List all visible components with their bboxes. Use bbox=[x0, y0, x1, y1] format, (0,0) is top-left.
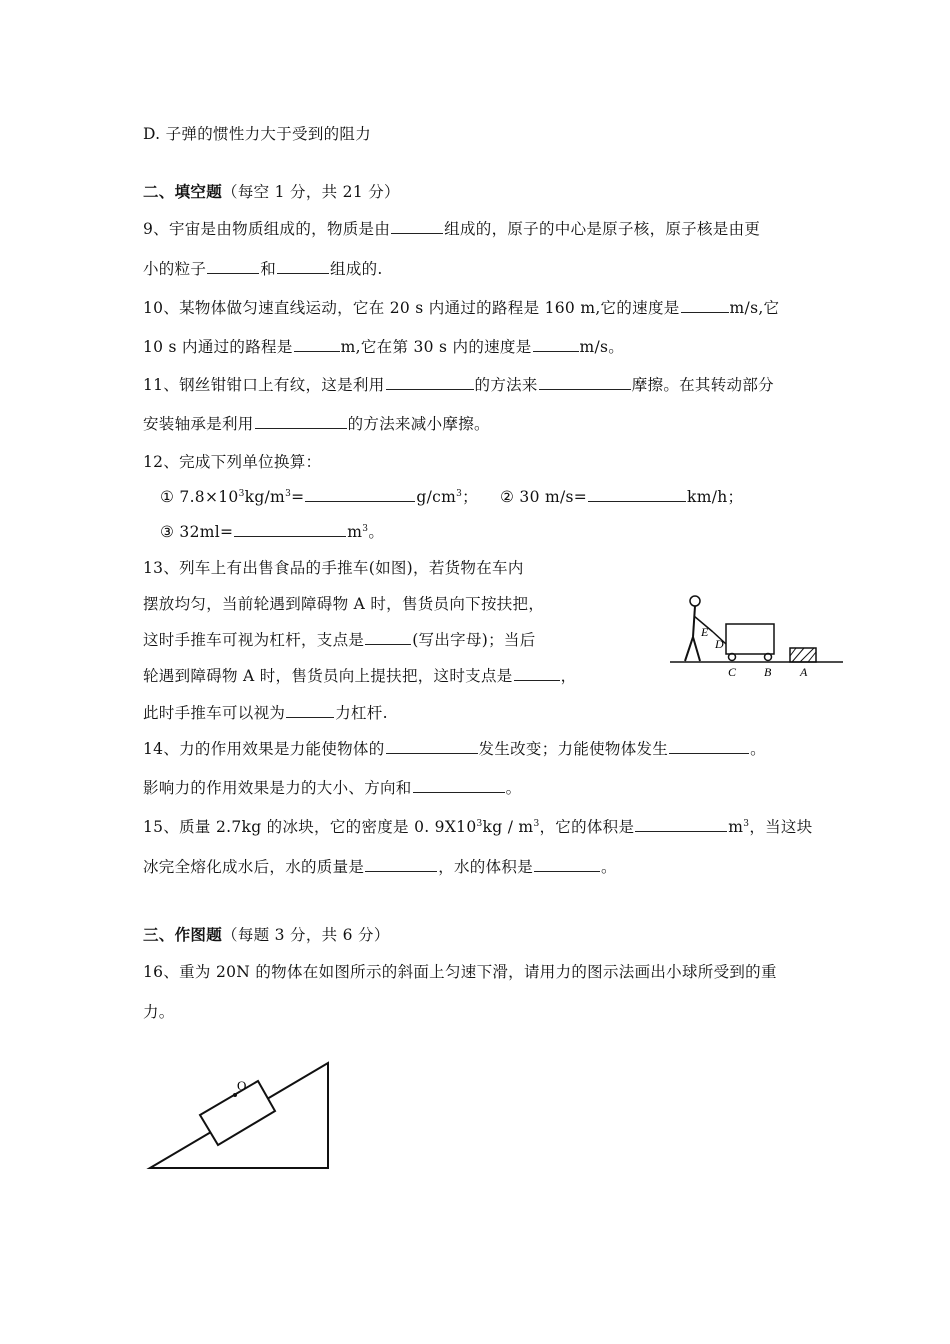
q12-item2 bbox=[500, 485, 743, 507]
q9-line2 bbox=[143, 257, 383, 279]
answer-blank[interactable] bbox=[391, 219, 443, 234]
q10-text: m/s。 bbox=[579, 338, 625, 356]
section2-note: （每空 1 分，共 21 分） bbox=[222, 183, 400, 201]
q13-line2: 摆放均匀，当前轮遇到障碍物 A 时，售货员向下按扶把， bbox=[143, 595, 545, 613]
q10-text: m/s,它 bbox=[729, 299, 780, 317]
label-d: D bbox=[715, 637, 724, 651]
answer-blank[interactable] bbox=[234, 522, 346, 537]
answer-blank[interactable] bbox=[514, 666, 560, 681]
answer-blank[interactable] bbox=[534, 857, 600, 872]
exponent: 3 bbox=[285, 488, 292, 499]
answer-blank[interactable] bbox=[539, 375, 631, 390]
section2-heading bbox=[143, 180, 400, 202]
q14-text: 。 bbox=[505, 779, 522, 797]
q10-text: 10 s 内通过的路程是 bbox=[143, 338, 293, 356]
q12-text: = bbox=[291, 488, 305, 506]
exponent: 3 bbox=[743, 818, 750, 829]
q12-text: km/h； bbox=[687, 488, 744, 506]
answer-blank[interactable] bbox=[681, 298, 729, 313]
q10-text: 10、某物体做匀速直线运动，它在 20 s 内通过的路程是 160 m,它的速度是 bbox=[143, 299, 680, 317]
person-head bbox=[690, 596, 700, 606]
q13-text: 这时手推车可视为杠杆，支点是 bbox=[143, 631, 365, 649]
q15-text: ，它的体积是 bbox=[539, 818, 635, 836]
q15-text: ，当这块 bbox=[749, 818, 813, 836]
q13-line5 bbox=[143, 701, 388, 723]
q13-text: 此时手推车可以视为 bbox=[143, 704, 286, 722]
label-o: O bbox=[237, 1078, 247, 1093]
q15-text: m bbox=[728, 818, 744, 836]
q9-line1 bbox=[143, 217, 760, 239]
q12-text: ② 30 m/s= bbox=[500, 488, 588, 506]
incline-figure bbox=[143, 1055, 373, 1195]
exponent: 3 bbox=[476, 818, 483, 829]
q11-text: 的方法来减小摩擦。 bbox=[347, 415, 490, 433]
q15-text: 冰完全熔化成水后，水的质量是 bbox=[143, 858, 365, 876]
q12-item1 bbox=[160, 485, 478, 507]
exponent: 3 bbox=[456, 488, 463, 499]
q14-text: 发生改变；力能使物体发生 bbox=[478, 740, 669, 758]
answer-blank[interactable] bbox=[386, 739, 478, 754]
q10-line2 bbox=[143, 335, 624, 357]
q12-text: 。 bbox=[368, 523, 385, 541]
answer-blank[interactable] bbox=[255, 414, 347, 429]
section2-title: 二、填空题 bbox=[143, 182, 223, 201]
q11-text: 安装轴承是利用 bbox=[143, 415, 254, 433]
q15-text: ，水的体积是 bbox=[438, 858, 534, 876]
answer-blank[interactable] bbox=[386, 375, 474, 390]
person-leg bbox=[685, 637, 693, 661]
q12-item3 bbox=[160, 520, 384, 542]
answer-blank[interactable] bbox=[365, 630, 411, 645]
section3-title: 三、作图题 bbox=[143, 925, 223, 944]
q9-text: 9、宇宙是由物质组成的，物质是由 bbox=[143, 220, 391, 238]
q12-text: kg/m bbox=[244, 488, 286, 506]
answer-blank[interactable] bbox=[286, 703, 334, 718]
answer-blank[interactable] bbox=[294, 337, 340, 352]
q15-text: 15、质量 2.7kg 的冰块，它的密度是 0. 9X10 bbox=[143, 818, 477, 836]
q14-line1 bbox=[143, 737, 766, 759]
section3-heading bbox=[143, 923, 390, 945]
q12-title: 12、完成下列单位换算： bbox=[143, 453, 322, 471]
exponent: 3 bbox=[533, 818, 540, 829]
label-b: B bbox=[764, 665, 772, 679]
label-e: E bbox=[701, 625, 709, 639]
q13-line3 bbox=[143, 628, 536, 650]
q12-text: ③ 32ml= bbox=[160, 523, 234, 541]
q11-text: 摩擦。在其转动部分 bbox=[631, 376, 774, 394]
cart-figure bbox=[668, 592, 848, 682]
q14-text: 14、力的作用效果是力能使物体的 bbox=[143, 740, 385, 758]
answer-blank[interactable] bbox=[207, 259, 259, 274]
q15-text: kg / m bbox=[482, 818, 534, 836]
person-body bbox=[693, 606, 695, 637]
q12-text: m bbox=[347, 523, 363, 541]
exponent: 3 bbox=[238, 488, 245, 499]
answer-blank[interactable] bbox=[365, 857, 437, 872]
q15-line1 bbox=[143, 815, 813, 837]
q13-text: 轮遇到障碍物 A 时，售货员向上提扶把，这时支点是 bbox=[143, 667, 513, 685]
q14-text: 。 bbox=[750, 740, 766, 758]
cart-box bbox=[726, 624, 774, 654]
q13-line4 bbox=[143, 664, 576, 686]
q16-line1: 16、重为 20N 的物体在如图所示的斜面上匀速下滑，请用力的图示法画出小球所受到的重 bbox=[143, 963, 777, 981]
q11-text: 的方法来 bbox=[474, 376, 538, 394]
answer-blank[interactable] bbox=[413, 778, 505, 793]
q12-text: g/cm bbox=[416, 488, 457, 506]
q10-line1 bbox=[143, 296, 779, 318]
q9-text: 组成的，原子的中心是原子核，原子核是由更 bbox=[444, 220, 761, 238]
answer-blank[interactable] bbox=[533, 337, 579, 352]
q16-line2: 力。 bbox=[143, 1003, 175, 1021]
q9-text: 和 bbox=[260, 260, 277, 278]
label-c: C bbox=[728, 665, 737, 679]
q14-line2 bbox=[143, 776, 521, 798]
answer-blank[interactable] bbox=[277, 259, 329, 274]
q15-text: 。 bbox=[601, 858, 617, 876]
answer-blank[interactable] bbox=[669, 739, 749, 754]
exponent: 3 bbox=[362, 523, 369, 534]
q13-line1: 13、列车上有出售食品的手推车(如图)，若货物在车内 bbox=[143, 559, 524, 577]
q13-text: 力杠杆. bbox=[335, 704, 388, 722]
section3-note: （每题 3 分，共 6 分） bbox=[222, 926, 390, 944]
answer-blank[interactable] bbox=[635, 817, 727, 832]
center-point bbox=[233, 1093, 237, 1097]
q10-text: m,它在第 30 s 内的速度是 bbox=[340, 338, 532, 356]
q15-line2 bbox=[143, 855, 617, 877]
answer-blank[interactable] bbox=[305, 487, 415, 502]
q14-text: 影响力的作用效果是力的大小、方向和 bbox=[143, 779, 412, 797]
person-leg bbox=[693, 637, 700, 661]
answer-blank[interactable] bbox=[588, 487, 686, 502]
q12-text: ； bbox=[462, 488, 478, 506]
q13-text: ， bbox=[560, 667, 577, 685]
q13-text: (写出字母)；当后 bbox=[412, 631, 536, 649]
q9-text: 组成的. bbox=[330, 260, 383, 278]
q8-option-d: D. 子弹的惯性力大于受到的阻力 bbox=[143, 125, 372, 143]
q9-text: 小的粒子 bbox=[143, 260, 207, 278]
q11-line2 bbox=[143, 412, 490, 434]
label-a: A bbox=[800, 665, 808, 679]
q12-text: ① 7.8×10 bbox=[160, 488, 239, 506]
q11-text: 11、钢丝钳钳口上有纹，这是利用 bbox=[143, 376, 385, 394]
q11-line1 bbox=[143, 373, 774, 395]
